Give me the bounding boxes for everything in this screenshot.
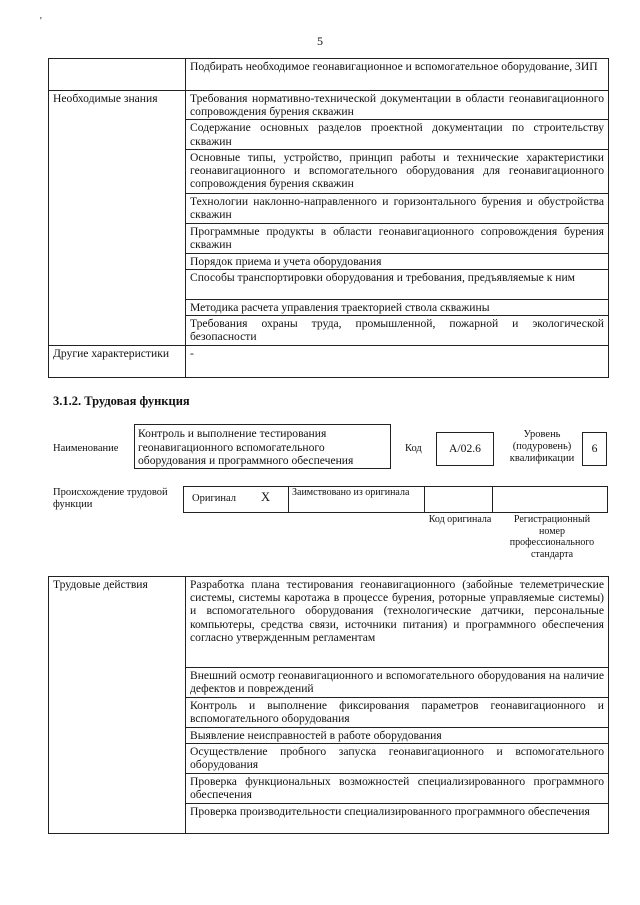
- table-cell: Способы транспортировки оборудования и требования, предъявляемые к ним: [186, 270, 609, 300]
- table-row: [49, 91, 609, 120]
- reg-number-label: Регистрационный номер профессионального стандарта: [509, 514, 595, 560]
- table-cell: Методика расчета управления траекторией ствола скважины: [186, 300, 609, 316]
- page-number: 5: [317, 34, 323, 48]
- table-cell: Разработка плана тестирования геонавигационного (забойные телеметрические системы, системы каротажа в процессе бурения, роторные управляемые системы) и вспомогательного оборудования (технологические датчики, персональные компьютеры, средства связи, источники питания) и программного обеспечения согласно утвержденным регламентам: [186, 577, 609, 668]
- table-cell: Требования охраны труда, промышленной, пожарной и экологической безопасности: [186, 316, 609, 346]
- origin-label: Происхождение трудовой функции: [53, 487, 168, 510]
- table-row: [49, 59, 609, 91]
- table-row: [49, 577, 609, 668]
- original-label: Оригинал: [192, 493, 236, 504]
- origin-box: [183, 486, 608, 513]
- row-label: Трудовые действия: [49, 577, 186, 834]
- code-orig-label: Код оригинала: [428, 514, 492, 525]
- code-label: Код: [405, 443, 422, 454]
- skills-table: [48, 58, 609, 378]
- table-cell: Требования нормативно-технической документации в области геонавигационного сопровождения бурения скважин: [186, 91, 609, 120]
- table-cell: Содержание основных разделов проектной документации по строительству скважин: [186, 120, 609, 149]
- level-value: 6: [591, 442, 598, 455]
- table-cell: -: [186, 346, 609, 378]
- name-value-box: [134, 424, 391, 469]
- table-cell: Технологии наклонно-направленного и горизонтального бурения и обустройства скважин: [186, 193, 609, 223]
- table-cell: Основные типы, устройство, принцип работы и технические характеристики геонавигационного и вспомогательного оборудования для геонавигационного сопровождения бурения скважин: [186, 149, 609, 193]
- section-title: 3.1.2. Трудовая функция: [53, 394, 190, 408]
- table-cell: Выявление неисправностей в работе оборудования: [186, 728, 609, 744]
- table-cell: Проверка функциональных возможностей специализированного программного обеспечения: [186, 774, 609, 804]
- level-label: Уровень (подуровень) квалификации: [509, 429, 575, 464]
- row-label: [49, 59, 186, 91]
- labor-actions-table: [48, 576, 609, 834]
- table-row: [49, 346, 609, 378]
- code-value: A/02.6: [449, 442, 481, 455]
- row-label: Необходимые знания: [49, 91, 186, 346]
- table-cell: Порядок приема и учета оборудования: [186, 253, 609, 269]
- table-cell: Осуществление пробного запуска геонавигационного и вспомогательного оборудования: [186, 744, 609, 774]
- table-cell: Внешний осмотр геонавигационного и вспомогательного оборудования на наличие дефектов и повреждений: [186, 668, 609, 698]
- table-cell: Программные продукты в области геонавигационного сопровождения бурения скважин: [186, 223, 609, 253]
- table-cell: Контроль и выполнение фиксирования параметров геонавигационного и вспомогательного оборудования: [186, 698, 609, 728]
- level-value-box: [582, 432, 607, 466]
- row-label: Другие характеристики: [49, 346, 186, 378]
- code-value-box: [436, 432, 494, 466]
- borrowed-label: Заимствовано из оригинала: [292, 487, 410, 498]
- table-cell: Проверка производительности специализированного программного обеспечения: [186, 804, 609, 834]
- name-value: Контроль и выполнение тестирования геонавигационного вспомогательного оборудования и программного обеспечения: [138, 427, 354, 467]
- name-label: Наименование: [53, 443, 119, 454]
- corner-mark: ': [40, 16, 42, 27]
- table-cell: Подбирать необходимое геонавигационное и вспомогательное оборудование, ЗИП: [186, 59, 609, 91]
- original-mark: X: [261, 490, 271, 504]
